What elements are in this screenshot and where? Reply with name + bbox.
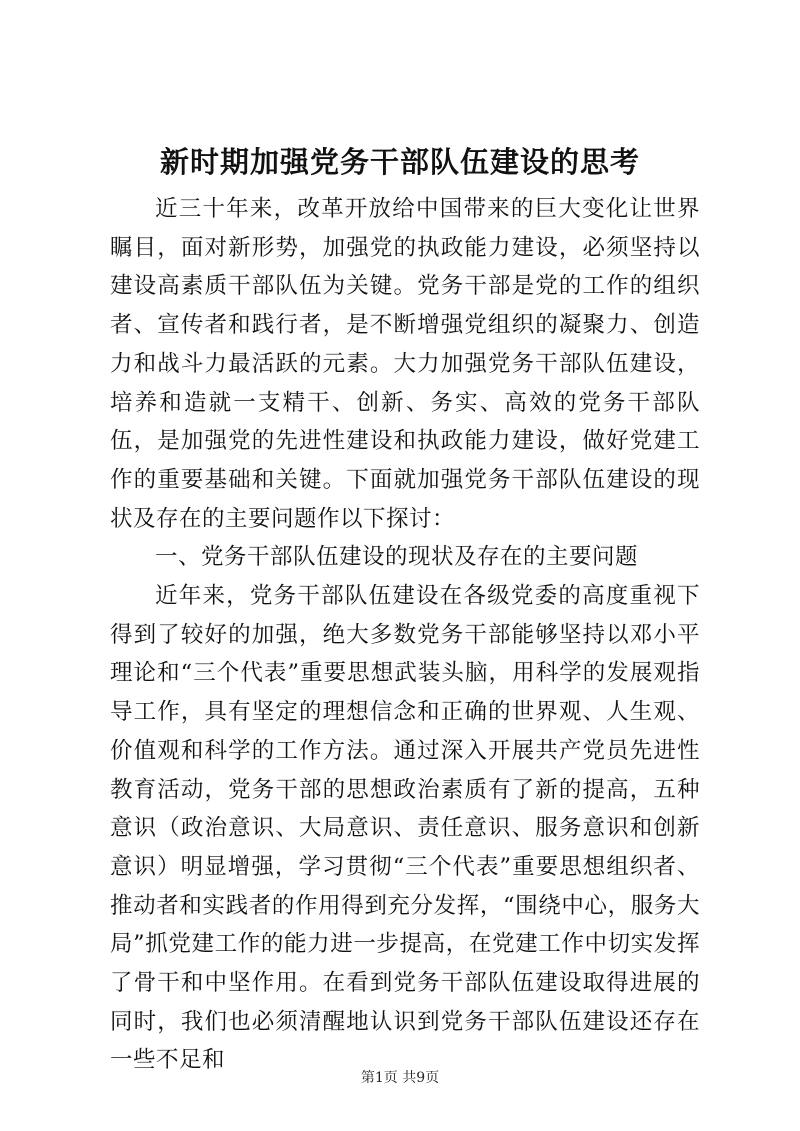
document-body (110, 190, 700, 1080)
section-heading: 一、党务干部队伍建设的现状及存在的主要问题 (155, 544, 639, 571)
paragraph-intro: 近三十年来，改革开放给中国带来的巨大变化让世界瞩目，面对新形势，加强党的执政能力建设，必须坚持以建设高素质干部队伍为关键。党务干部是党的工作的组织者、宣传者和践行者，是不断增强党组织的凝聚力、创造力和战斗力最活跃的元素。大力加强党务干部队伍建设，培养和造就一支精干、创新、务实、高效的党务干部队伍，是加强党的先进性建设和执政能力建设，做好党建工作的重要基础和关键。下面就加强党务干部队伍建设的现状及存在的主要问题作以下探讨： (110, 196, 700, 532)
paragraph-status: 近年来，党务干部队伍建设在各级党委的高度重视下得到了较好的加强，绝大多数党务干部能够坚持以邓小平理论和“三个代表”重要思想武装头脑，用科学的发展观指导工作，具有坚定的理想信念和正确的世界观、人生观、价值观和科学的工作方法。通过深入开展共产党员先进性教育活动，党务干部的思想政治素质有了新的提高，五种意识（政治意识、大局意识、责任意识、服务意识和创新意识）明显增强，学习贯彻“三个代表”重要思想组织者、推动者和实践者的作用得到充分发挥，“围绕中心，服务大局”抓党建工作的能力进一步提高，在党建工作中切实发挥了骨干和中坚作用。在看到党务干部队伍建设取得进展的同时，我们也必须清醒地认识到党务干部队伍建设还存在一些不足和 (110, 583, 700, 1074)
document-title: 新时期加强党务干部队伍建设的思考 (159, 145, 640, 179)
page-footer: 第1页 共9页 (360, 1070, 440, 1086)
